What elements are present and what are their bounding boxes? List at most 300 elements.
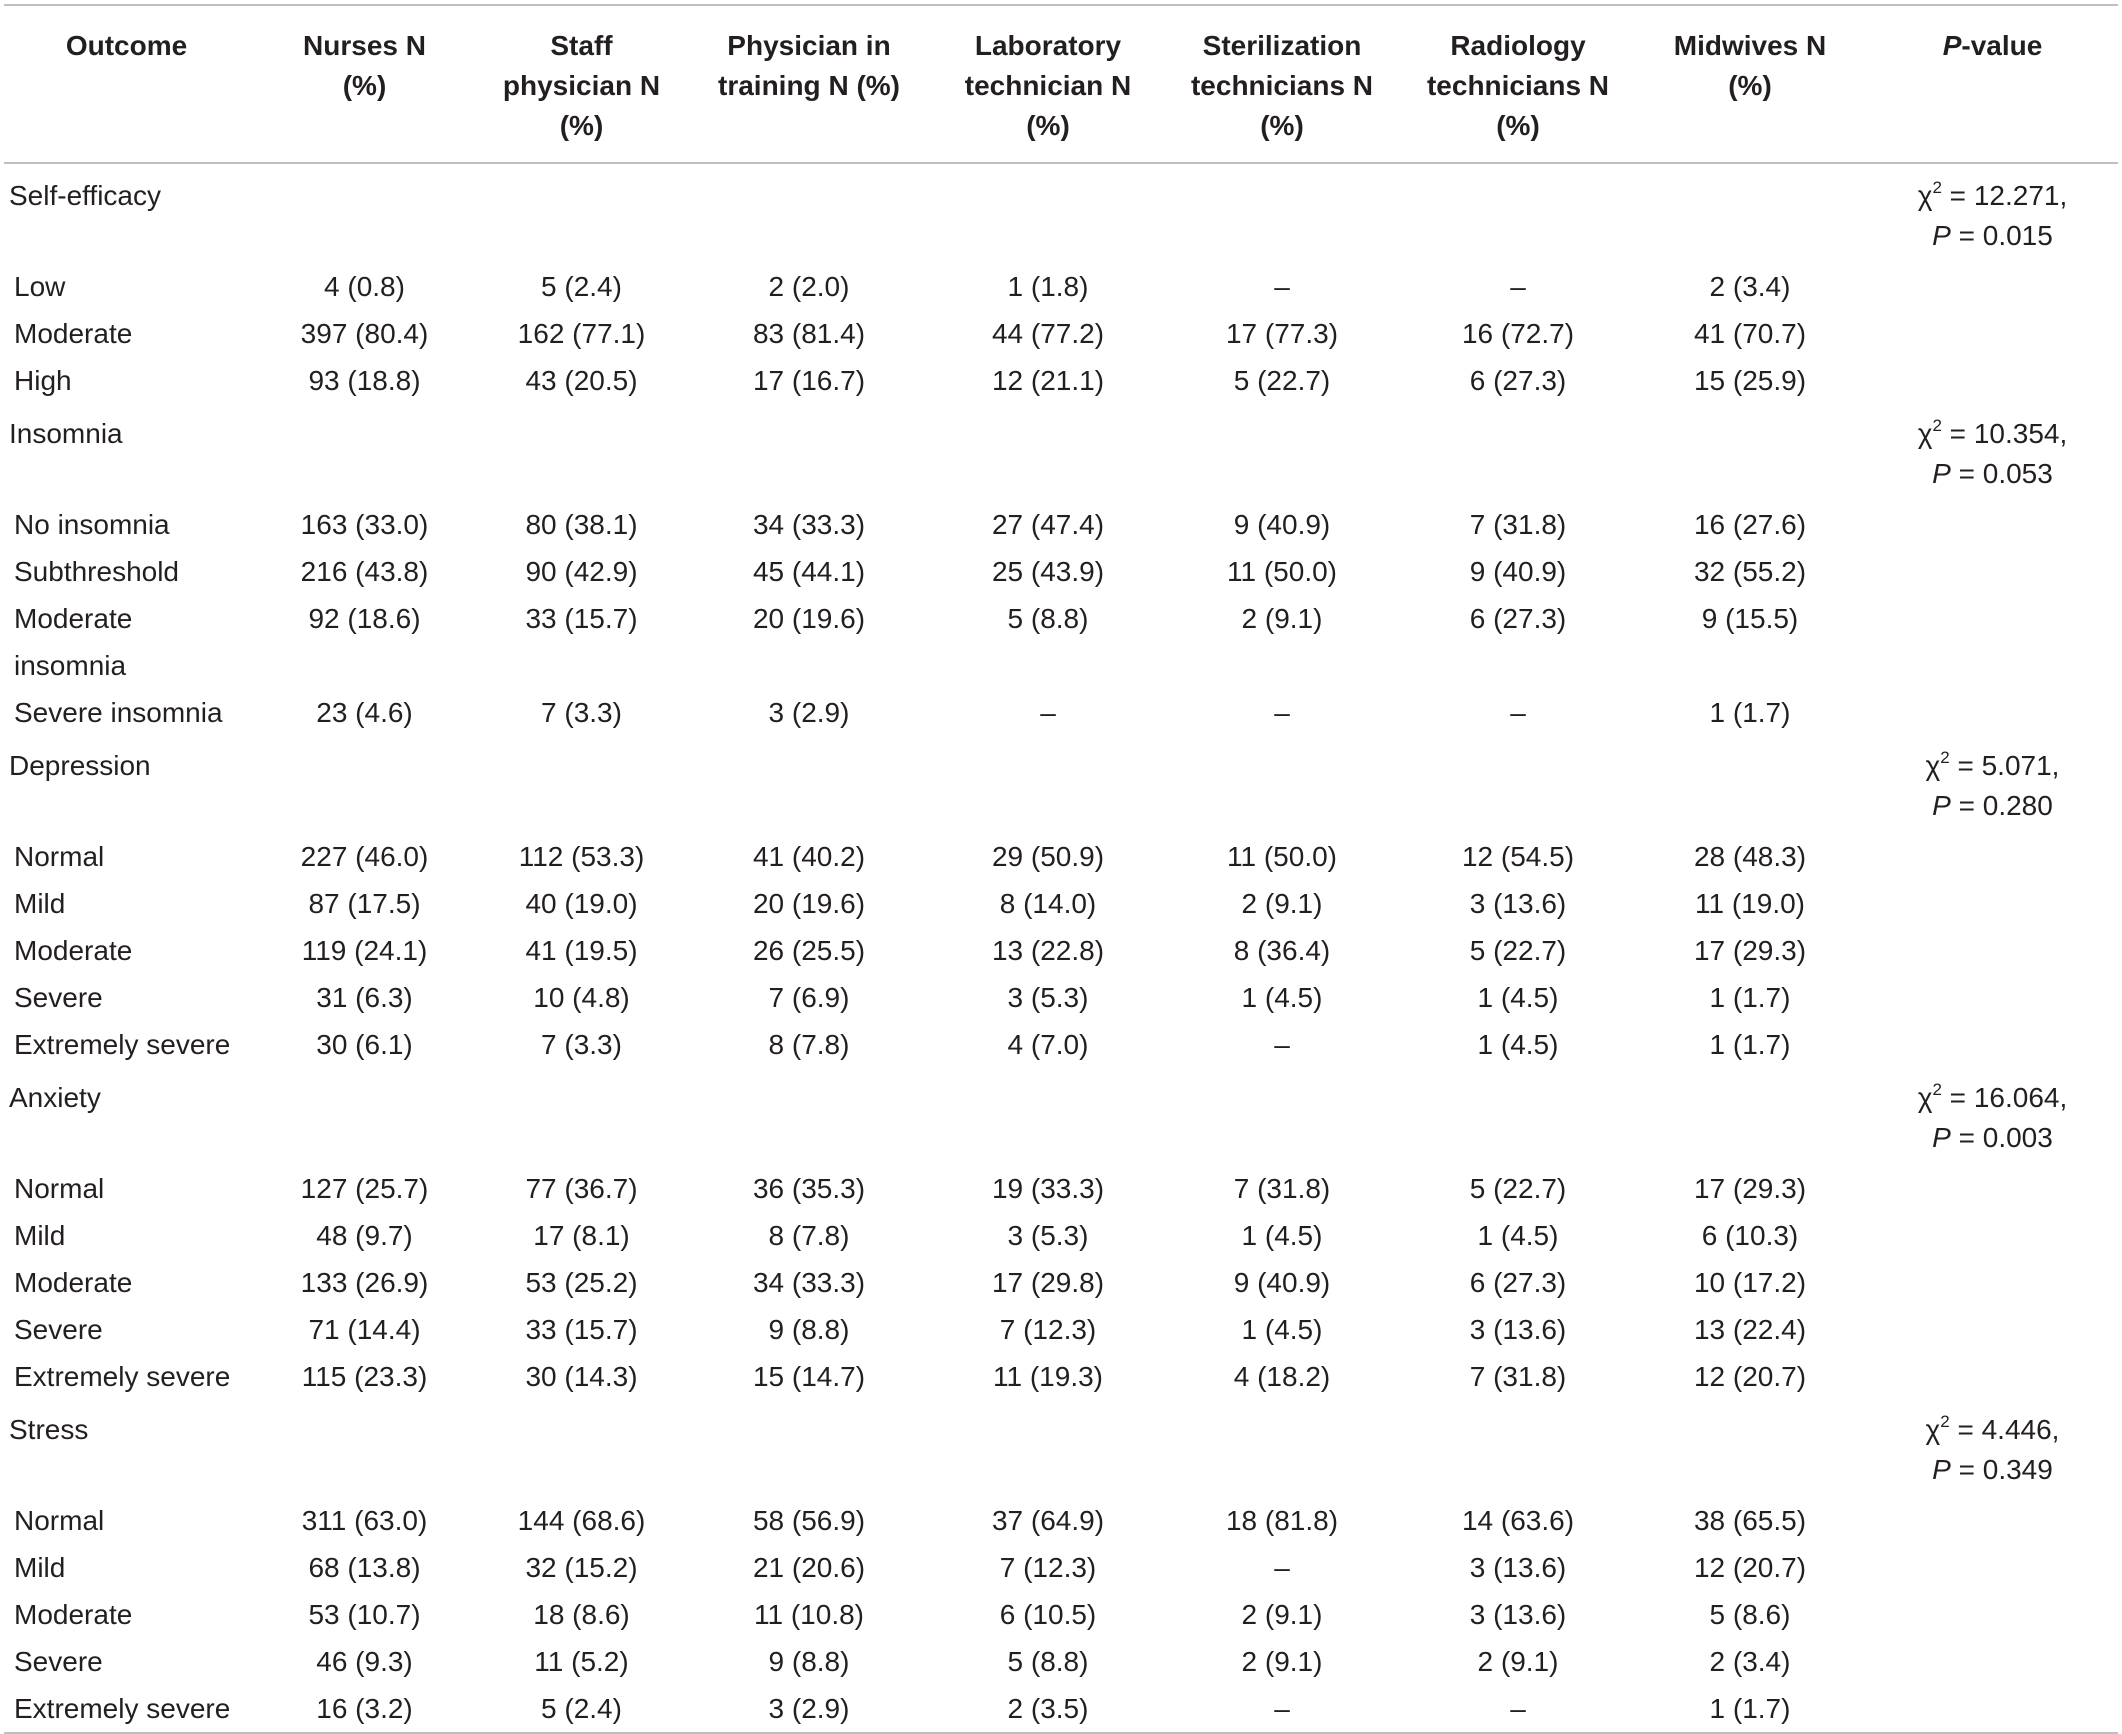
cell-nurses: 23 (4.6) (316, 697, 413, 728)
cell-staff-physician: 80 (38.1) (525, 509, 638, 540)
cell-midwives: 11 (19.0) (1695, 888, 1805, 919)
cell-staff-physician: 17 (8.1) (533, 1220, 630, 1251)
cell-midwives: 41 (70.7) (1693, 318, 1807, 349)
section-row-stress (4, 1400, 2118, 1497)
column-header-sterilization-technicians-line3: (%) (1260, 110, 1304, 141)
p-value-cell (1867, 1400, 2118, 1497)
table-row (4, 357, 2118, 404)
table-row (4, 548, 2118, 595)
cell-nurses: 46 (9.3) (316, 1646, 413, 1677)
cell-sterilization-technicians: 11 (50.0) (1227, 556, 1337, 587)
cell-laboratory-technician: 2 (3.5) (935, 1685, 1161, 1733)
cell-sterilization-technicians: 2 (9.1) (1241, 1646, 1323, 1677)
cell-radiology-technicians: 3 (13.6) (1469, 1552, 1567, 1583)
p-line (1873, 216, 2112, 256)
table-row (4, 1306, 2118, 1353)
cell-midwives: 16 (27.6) (1693, 509, 1807, 540)
cell-nurses: 119 (24.1) (301, 935, 428, 966)
cell-staff-physician: 30 (14.3) (525, 1361, 638, 1392)
cell-radiology-technicians: 6 (27.3) (1469, 365, 1567, 396)
cell-midwives: 2 (3.4) (1709, 271, 1791, 302)
p-value: = 0.280 (1950, 790, 2053, 821)
column-header-staff-physician-line3: (%) (559, 110, 604, 141)
cell-physician-in-training: 8 (7.8) (768, 1220, 850, 1251)
chi-exponent: 2 (1940, 1412, 1950, 1431)
column-header-midwives-line1: Midwives N (1673, 30, 1827, 61)
section-label: Stress (9, 1414, 89, 1445)
cell-staff-physician: 10 (4.8) (533, 982, 630, 1013)
cell-sterilization-technicians: 7 (31.8) (1233, 1173, 1331, 1204)
row-label: High (14, 365, 72, 396)
cell-p-value-empty (1867, 310, 2118, 357)
cell-p-value-empty (1867, 833, 2118, 880)
row-label: Moderate (14, 318, 133, 349)
cell-nurses: 68 (13.8) (308, 1552, 421, 1583)
cell-midwives: 17 (29.3) (1693, 1173, 1807, 1204)
cell-sterilization-technicians: 1 (4.5) (1241, 1314, 1323, 1345)
chi-square-line (1873, 746, 2112, 786)
row-label: Moderate (14, 1599, 133, 1630)
table-row (4, 1165, 2118, 1212)
cell-radiology-technicians: – (1510, 271, 1526, 302)
cell-radiology-technicians: 1 (4.5) (1477, 1220, 1559, 1251)
cell-physician-in-training: 17 (16.7) (752, 365, 866, 396)
cell-staff-physician: 144 (68.6) (517, 1505, 646, 1536)
cell-midwives: 38 (65.5) (1693, 1505, 1807, 1536)
cell-laboratory-technician: 25 (43.9) (991, 556, 1105, 587)
cell-midwives: 9 (15.5) (1701, 603, 1799, 634)
table-row (4, 1544, 2118, 1591)
cell-midwives: 1 (1.7) (1709, 1029, 1791, 1060)
row-label: Moderate insomnia (14, 603, 133, 681)
cell-radiology-technicians: – (1403, 1685, 1633, 1733)
cell-p-value-empty (1867, 1212, 2118, 1259)
cell-staff-physician: 5 (2.4) (480, 1685, 683, 1733)
p-value: = 0.015 (1950, 220, 2053, 251)
cell-midwives: 10 (17.2) (1693, 1267, 1807, 1298)
cell-sterilization-technicians: – (1274, 271, 1290, 302)
cell-sterilization-technicians: 2 (9.1) (1241, 1599, 1323, 1630)
row-label: Severe (14, 1646, 103, 1677)
cell-midwives: 15 (25.9) (1693, 365, 1807, 396)
cell-radiology-technicians: 1 (4.5) (1477, 1029, 1559, 1060)
section-row-self-efficacy (4, 163, 2118, 263)
cell-midwives: 17 (29.3) (1693, 935, 1807, 966)
cell-physician-in-training: 11 (10.8) (754, 1599, 864, 1630)
chi-square-value: = 5.071, (1949, 750, 2060, 781)
column-header-physician-in-training (683, 5, 935, 163)
cell-p-value-empty (1867, 1165, 2118, 1212)
chi-exponent: 2 (1932, 416, 1942, 435)
cell-nurses: 133 (26.9) (300, 1267, 429, 1298)
column-header-radiology-technicians-line2: technicians N (1426, 70, 1610, 101)
cell-laboratory-technician: 3 (5.3) (1007, 982, 1089, 1013)
cell-laboratory-technician: 44 (77.2) (991, 318, 1105, 349)
section-label: Self-efficacy (9, 180, 161, 211)
section-label: Anxiety (9, 1082, 101, 1113)
column-header-staff-physician (480, 5, 683, 163)
row-label: Normal (14, 841, 105, 872)
cell-sterilization-technicians: 4 (18.2) (1233, 1361, 1331, 1392)
cell-nurses: 127 (25.7) (300, 1173, 429, 1204)
cell-p-value-empty (1867, 595, 2118, 689)
cell-physician-in-training: 20 (19.6) (752, 603, 866, 634)
cell-p-value-empty (1867, 1353, 2118, 1400)
column-header-sterilization-technicians-line2: technicians N (1190, 70, 1374, 101)
table-row (4, 880, 2118, 927)
cell-nurses: 30 (6.1) (316, 1029, 413, 1060)
p-label: P (1932, 790, 1951, 821)
row-label: Severe insomnia (14, 697, 223, 728)
cell-radiology-technicians: 6 (27.3) (1469, 1267, 1567, 1298)
cell-p-value-empty (1867, 548, 2118, 595)
table-row (4, 1685, 2118, 1733)
cell-radiology-technicians: 5 (22.7) (1469, 1173, 1567, 1204)
cell-midwives: 28 (48.3) (1693, 841, 1807, 872)
cell-sterilization-technicians: – (1274, 1029, 1290, 1060)
column-header-outcome-text: Outcome (65, 30, 188, 61)
cell-laboratory-technician: 12 (21.1) (991, 365, 1105, 396)
cell-staff-physician: 32 (15.2) (525, 1552, 638, 1583)
column-header-laboratory-technician-line2: technician N (964, 70, 1132, 101)
cell-nurses: 163 (33.0) (300, 509, 429, 540)
chi-symbol: χ (1925, 1414, 1941, 1445)
cell-midwives: 1 (1.7) (1709, 697, 1791, 728)
cell-sterilization-technicians: 2 (9.1) (1241, 888, 1323, 919)
cell-physician-in-training: 9 (8.8) (768, 1314, 850, 1345)
cell-midwives: 5 (8.6) (1709, 1599, 1791, 1630)
column-header-staff-physician-line1: Staff (550, 30, 613, 61)
cell-physician-in-training: 41 (40.2) (752, 841, 866, 872)
cell-nurses: 115 (23.3) (301, 1361, 428, 1392)
cell-nurses: 4 (0.8) (324, 271, 405, 302)
cell-radiology-technicians: 9 (40.9) (1469, 556, 1567, 587)
cell-sterilization-technicians: 17 (77.3) (1225, 318, 1339, 349)
chi-symbol: χ (1925, 750, 1941, 781)
chi-exponent: 2 (1932, 178, 1942, 197)
column-header-midwives-line2: (%) (1728, 70, 1772, 101)
cell-physician-in-training: 8 (7.8) (768, 1029, 850, 1060)
cell-sterilization-technicians: 2 (9.1) (1241, 603, 1323, 634)
cell-staff-physician: 33 (15.7) (525, 1314, 638, 1345)
cell-midwives: 6 (10.3) (1701, 1220, 1799, 1251)
column-header-sterilization-technicians-line1: Sterilization (1202, 30, 1362, 61)
cell-nurses: 16 (3.2) (249, 1685, 480, 1733)
column-header-laboratory-technician (935, 5, 1161, 163)
p-value-cell (1867, 404, 2118, 501)
row-label: Mild (14, 1552, 66, 1583)
section-row-anxiety (4, 1068, 2118, 1165)
cell-nurses: 227 (46.0) (300, 841, 429, 872)
cell-nurses: 92 (18.6) (308, 603, 421, 634)
table-row (4, 689, 2118, 736)
p-value-cell (1867, 1068, 2118, 1165)
chi-square-line (1873, 414, 2112, 454)
cell-sterilization-technicians: 9 (40.9) (1233, 509, 1331, 540)
cell-staff-physician: 11 (5.2) (534, 1646, 629, 1677)
p-line (1873, 1450, 2112, 1490)
cell-midwives: 2 (3.4) (1709, 1646, 1791, 1677)
p-label: P (1932, 1454, 1951, 1485)
chi-exponent: 2 (1932, 1080, 1942, 1099)
section-row-insomnia (4, 404, 2118, 501)
cell-staff-physician: 77 (36.7) (525, 1173, 638, 1204)
cell-sterilization-technicians: 18 (81.8) (1225, 1505, 1339, 1536)
row-label: Subthreshold (14, 556, 180, 587)
cell-p-value-empty (1867, 1306, 2118, 1353)
row-label: Normal (14, 1173, 105, 1204)
cell-nurses: 87 (17.5) (308, 888, 421, 919)
chi-square-line (1873, 176, 2112, 216)
chi-square-line (1873, 1078, 2112, 1118)
cell-nurses: 93 (18.8) (308, 365, 421, 396)
chi-square-line (1873, 1410, 2112, 1450)
section-label: Depression (9, 750, 151, 781)
column-header-radiology-technicians-line3: (%) (1496, 110, 1540, 141)
table-header-row (4, 5, 2118, 163)
table-row (4, 974, 2118, 1021)
cell-physician-in-training: 9 (8.8) (768, 1646, 850, 1677)
cell-laboratory-technician: 5 (8.8) (1007, 1646, 1089, 1677)
table-row (4, 1638, 2118, 1685)
cell-radiology-technicians: 3 (13.6) (1469, 1599, 1567, 1630)
p-value-cell (1867, 736, 2118, 833)
cell-nurses: 216 (43.8) (300, 556, 429, 587)
cell-physician-in-training: 34 (33.3) (752, 1267, 866, 1298)
cell-laboratory-technician: – (1040, 697, 1056, 728)
column-header-nurses-line1: Nurses N (303, 30, 426, 61)
cell-p-value-empty (1867, 1591, 2118, 1638)
cell-physician-in-training: 34 (33.3) (752, 509, 866, 540)
cell-p-value-empty (1867, 1259, 2118, 1306)
row-label: Severe (14, 1314, 103, 1345)
cell-p-value-empty (1867, 1544, 2118, 1591)
cell-laboratory-technician: 7 (12.3) (999, 1314, 1097, 1345)
column-header-p-value (1867, 5, 2118, 163)
cell-staff-physician: 43 (20.5) (525, 365, 638, 396)
cell-staff-physician: 41 (19.5) (525, 935, 638, 966)
row-label: Mild (14, 888, 66, 919)
cell-p-value-empty (1867, 689, 2118, 736)
cell-p-value-empty (1867, 1638, 2118, 1685)
cell-nurses: 31 (6.3) (316, 982, 413, 1013)
row-label: Severe (14, 982, 103, 1013)
row-label: Mild (14, 1220, 66, 1251)
cell-physician-in-training: 21 (20.6) (752, 1552, 866, 1583)
chi-square-value: = 12.271, (1941, 180, 2068, 211)
cell-radiology-technicians: 14 (63.6) (1461, 1505, 1575, 1536)
p-line (1873, 786, 2112, 826)
table-row (4, 927, 2118, 974)
p-line (1873, 1118, 2112, 1158)
cell-nurses: 71 (14.4) (308, 1314, 421, 1345)
cell-laboratory-technician: 29 (50.9) (991, 841, 1105, 872)
table-row (4, 310, 2118, 357)
cell-laboratory-technician: 3 (5.3) (1007, 1220, 1089, 1251)
cell-laboratory-technician: 1 (1.8) (1007, 271, 1089, 302)
cell-laboratory-technician: 5 (8.8) (1007, 603, 1089, 634)
p-label: P (1932, 1122, 1951, 1153)
cell-sterilization-technicians: 5 (22.7) (1233, 365, 1331, 396)
cell-midwives: 12 (20.7) (1693, 1552, 1807, 1583)
row-label: No insomnia (14, 509, 170, 540)
cell-nurses: 397 (80.4) (300, 318, 429, 349)
table-row (4, 1212, 2118, 1259)
cell-radiology-technicians: 5 (22.7) (1469, 935, 1567, 966)
table-row (4, 1591, 2118, 1638)
table-row (4, 833, 2118, 880)
cell-laboratory-technician: 11 (19.3) (993, 1361, 1103, 1392)
cell-staff-physician: 7 (3.3) (541, 1029, 622, 1060)
cell-sterilization-technicians: – (1274, 1552, 1290, 1583)
cell-laboratory-technician: 7 (12.3) (999, 1552, 1097, 1583)
outcomes-table-container (4, 4, 2118, 1734)
cell-midwives: 1 (1.7) (1633, 1685, 1867, 1733)
table-row (4, 263, 2118, 310)
chi-symbol: χ (1917, 1082, 1933, 1113)
cell-laboratory-technician: 19 (33.3) (991, 1173, 1105, 1204)
p-label: P (1932, 220, 1951, 251)
table-row (4, 1259, 2118, 1306)
chi-square-value: = 4.446, (1949, 1414, 2060, 1445)
cell-physician-in-training: 2 (2.0) (768, 271, 850, 302)
cell-sterilization-technicians: 1 (4.5) (1241, 982, 1323, 1013)
cell-laboratory-technician: 17 (29.8) (991, 1267, 1105, 1298)
cell-staff-physician: 90 (42.9) (525, 556, 638, 587)
cell-laboratory-technician: 4 (7.0) (1007, 1029, 1089, 1060)
cell-staff-physician: 112 (53.3) (518, 841, 645, 872)
outcomes-table (4, 4, 2118, 1734)
row-label: Moderate (14, 935, 133, 966)
cell-sterilization-technicians: – (1274, 697, 1290, 728)
cell-radiology-technicians: 12 (54.5) (1461, 841, 1575, 872)
cell-midwives: 32 (55.2) (1693, 556, 1807, 587)
cell-nurses: 48 (9.7) (316, 1220, 413, 1251)
column-header-p-value-suffix: -value (1961, 30, 2043, 61)
p-value: = 0.003 (1950, 1122, 2053, 1153)
table-row (4, 595, 2118, 689)
p-label: P (1932, 458, 1951, 489)
column-header-midwives (1633, 5, 1867, 163)
cell-radiology-technicians: 7 (31.8) (1469, 509, 1567, 540)
cell-p-value-empty (1867, 927, 2118, 974)
cell-physician-in-training: 15 (14.7) (752, 1361, 866, 1392)
cell-staff-physician: 40 (19.0) (525, 888, 638, 919)
cell-p-value-empty (1867, 880, 2118, 927)
cell-sterilization-technicians: 1 (4.5) (1241, 1220, 1323, 1251)
cell-midwives: 12 (20.7) (1693, 1361, 1807, 1392)
table-row (4, 501, 2118, 548)
cell-nurses: 53 (10.7) (308, 1599, 421, 1630)
p-line (1873, 454, 2112, 494)
column-header-p-value-italic: P (1942, 30, 1962, 61)
cell-physician-in-training: 26 (25.5) (752, 935, 866, 966)
cell-staff-physician: 7 (3.3) (541, 697, 622, 728)
p-value: = 0.349 (1950, 1454, 2053, 1485)
cell-p-value-empty (1867, 1021, 2118, 1068)
cell-radiology-technicians: – (1510, 697, 1526, 728)
column-header-radiology-technicians (1403, 5, 1633, 163)
column-header-outcome (4, 5, 249, 163)
row-label: Low (14, 271, 66, 302)
cell-physician-in-training: 45 (44.1) (752, 556, 866, 587)
row-label: Extremely severe (14, 1361, 231, 1392)
cell-laboratory-technician: 13 (22.8) (991, 935, 1105, 966)
table-row (4, 1353, 2118, 1400)
chi-square-value: = 10.354, (1941, 418, 2068, 449)
cell-p-value-empty (1867, 357, 2118, 404)
column-header-laboratory-technician-line3: (%) (1026, 110, 1070, 141)
column-header-physician-in-training-line1: Physician in (727, 30, 891, 61)
cell-radiology-technicians: 3 (13.6) (1469, 1314, 1567, 1345)
column-header-laboratory-technician-line1: Laboratory (974, 30, 1122, 61)
row-label: Extremely severe (4, 1685, 249, 1733)
p-value-cell (1867, 163, 2118, 263)
row-label: Extremely severe (14, 1029, 231, 1060)
cell-staff-physician: 5 (2.4) (541, 271, 622, 302)
cell-p-value-empty (1867, 501, 2118, 548)
cell-physician-in-training: 7 (6.9) (768, 982, 850, 1013)
cell-physician-in-training: 83 (81.4) (752, 318, 866, 349)
chi-exponent: 2 (1940, 748, 1950, 767)
cell-radiology-technicians: 2 (9.1) (1477, 1646, 1559, 1677)
cell-midwives: 13 (22.4) (1693, 1314, 1807, 1345)
cell-p-value-empty (1867, 1497, 2118, 1544)
cell-staff-physician: 33 (15.7) (525, 603, 638, 634)
cell-laboratory-technician: 37 (64.9) (991, 1505, 1105, 1536)
cell-nurses: 311 (63.0) (301, 1505, 428, 1536)
cell-physician-in-training: 3 (2.9) (768, 697, 850, 728)
table-body (4, 163, 2118, 1733)
p-value: = 0.053 (1950, 458, 2053, 489)
table-row (4, 1497, 2118, 1544)
cell-staff-physician: 53 (25.2) (525, 1267, 638, 1298)
cell-radiology-technicians: 16 (72.7) (1461, 318, 1575, 349)
cell-staff-physician: 18 (8.6) (533, 1599, 630, 1630)
column-header-physician-in-training-line2: training N (%) (718, 70, 900, 101)
section-row-depression (4, 736, 2118, 833)
cell-midwives: 1 (1.7) (1709, 982, 1791, 1013)
cell-radiology-technicians: 7 (31.8) (1469, 1361, 1567, 1392)
cell-physician-in-training: 3 (2.9) (683, 1685, 935, 1733)
cell-sterilization-technicians: 11 (50.0) (1227, 841, 1337, 872)
column-header-staff-physician-line2: physician N (502, 70, 661, 101)
section-label: Insomnia (9, 418, 123, 449)
row-label: Normal (14, 1505, 105, 1536)
cell-p-value-empty (1867, 1685, 2118, 1733)
column-header-radiology-technicians-line1: Radiology (1450, 30, 1586, 61)
chi-square-value: = 16.064, (1941, 1082, 2068, 1113)
column-header-nurses (249, 5, 480, 163)
cell-laboratory-technician: 27 (47.4) (991, 509, 1105, 540)
cell-physician-in-training: 36 (35.3) (752, 1173, 866, 1204)
cell-radiology-technicians: 3 (13.6) (1469, 888, 1567, 919)
chi-symbol: χ (1917, 418, 1933, 449)
cell-sterilization-technicians: – (1161, 1685, 1403, 1733)
table-row (4, 1021, 2118, 1068)
cell-staff-physician: 162 (77.1) (517, 318, 646, 349)
cell-radiology-technicians: 1 (4.5) (1477, 982, 1559, 1013)
cell-p-value-empty (1867, 974, 2118, 1021)
cell-sterilization-technicians: 8 (36.4) (1233, 935, 1331, 966)
cell-physician-in-training: 58 (56.9) (752, 1505, 866, 1536)
cell-radiology-technicians: 6 (27.3) (1469, 603, 1567, 634)
cell-laboratory-technician: 8 (14.0) (999, 888, 1097, 919)
column-header-sterilization-technicians (1161, 5, 1403, 163)
chi-symbol: χ (1917, 180, 1933, 211)
cell-laboratory-technician: 6 (10.5) (999, 1599, 1097, 1630)
cell-sterilization-technicians: 9 (40.9) (1233, 1267, 1331, 1298)
